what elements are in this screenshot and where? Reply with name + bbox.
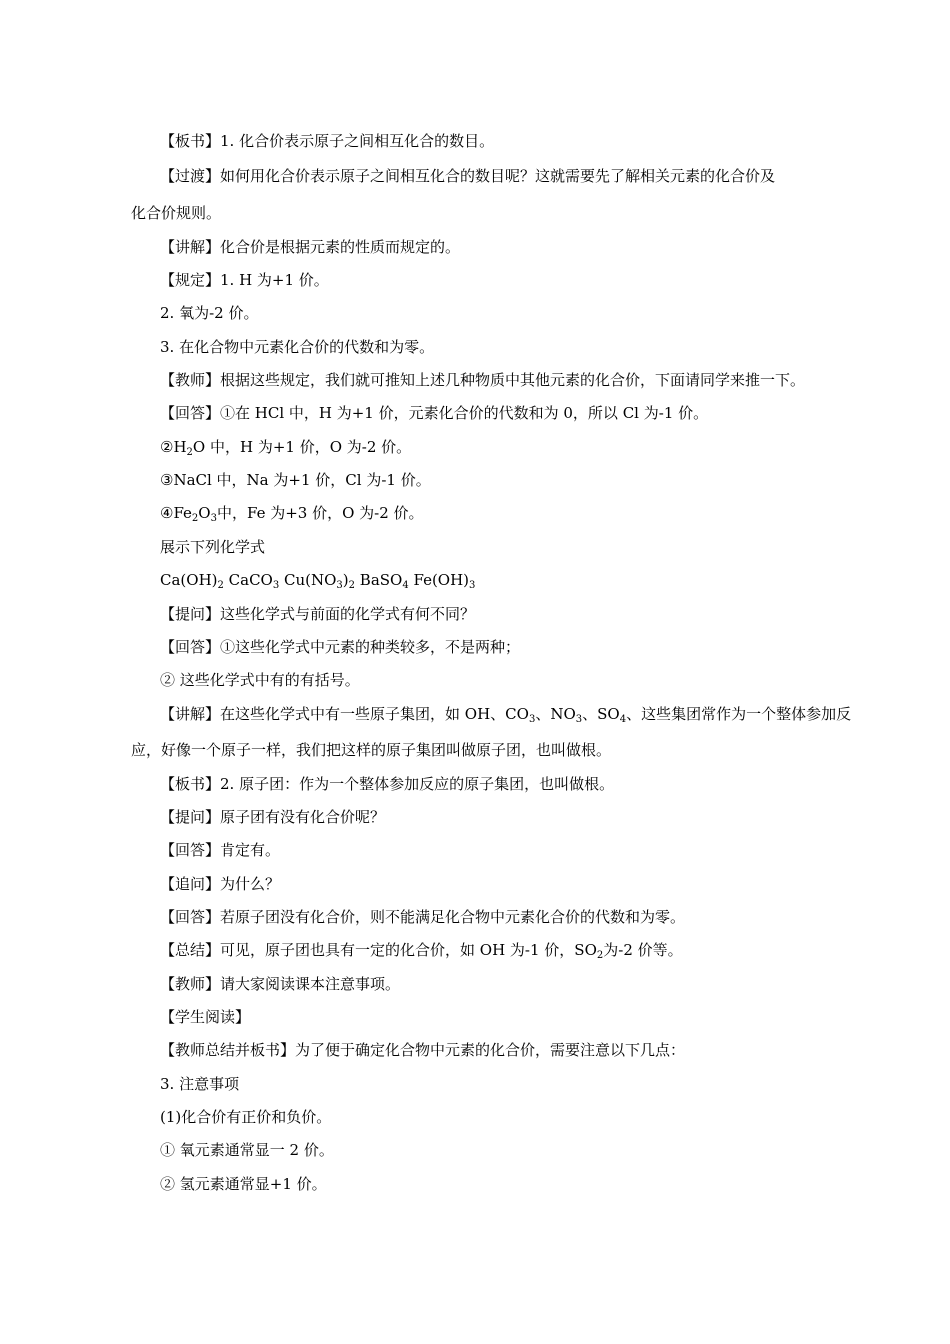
- text-line: [160, 503, 424, 523]
- text-line: 【提问】原子团有没有化合价呢？: [160, 808, 386, 826]
- subscript: 3: [210, 513, 217, 524]
- text-line: 【板书】1. 化合价表示原子之间相互化合的数目。: [160, 132, 495, 150]
- subscript: 4: [402, 580, 409, 591]
- text-line: 展示下列化学式: [160, 538, 266, 556]
- text-line: 【回答】①这些化学式中元素的种类较多，不是两种；: [160, 638, 521, 656]
- subscript: 3: [336, 580, 343, 591]
- text-line: [160, 704, 851, 724]
- text-line: 【规定】1. H 为+1 价。: [160, 271, 329, 289]
- subscript: 3: [528, 714, 536, 725]
- text-line: 【教师总结并板书】为了便于确定化合物中元素的化合价，需要注意以下几点：: [160, 1041, 686, 1059]
- subscript: 4: [619, 714, 627, 725]
- text-segment: Fe(OH): [408, 571, 470, 589]
- text-line: 3. 在化合物中元素化合价的代数和为零。: [160, 338, 435, 356]
- subscript: 2: [348, 580, 356, 591]
- text-line: 【教师】请大家阅读课本注意事项。: [160, 975, 401, 993]
- text-segment: ②H: [160, 438, 187, 456]
- text-line: [160, 940, 683, 960]
- text-line: 【学生阅读】: [160, 1008, 251, 1026]
- text-line: [160, 437, 411, 457]
- text-line: 【讲解】化合价是根据元素的性质而规定的。: [160, 238, 461, 256]
- text-segment: BaSO: [355, 571, 403, 589]
- text-segment: Ca(OH): [160, 571, 218, 589]
- formula-line: [160, 570, 475, 590]
- text-line: 【回答】肯定有。: [160, 841, 281, 859]
- text-line: ② 氢元素通常显+1 价。: [160, 1175, 327, 1193]
- subscript: 2: [217, 580, 224, 591]
- subscript: 3: [575, 714, 583, 725]
- text-line: 【教师】根据这些规定，我们就可推知上述几种物质中其他元素的化合价，下面请同学来推一下。: [160, 371, 806, 389]
- text-line: 化合价规则。: [131, 204, 222, 222]
- text-segment: O: [198, 504, 211, 522]
- text-segment: Cu(NO: [279, 571, 337, 589]
- text-line: (1)化合价有正价和负价。: [160, 1108, 332, 1126]
- text-line: 【板书】2. 原子团：作为一个整体参加反应的原子集团，也叫做根。: [160, 775, 615, 793]
- text-line: 【过渡】如何用化合价表示原子之间相互化合的数目呢？这就需要先了解相关元素的化合价及: [160, 167, 776, 185]
- text-line: 【回答】①在 HCl 中，H 为+1 价，元素化合价的代数和为 0，所以 Cl 为-1 价。: [160, 404, 709, 422]
- text-segment: 、这些集团常作为一个整体参加反: [626, 705, 852, 723]
- text-segment: 【讲解】在这些化学式中有一些原子集团，如 OH、CO: [160, 705, 529, 723]
- text-segment: 为-2 价等。: [603, 941, 683, 959]
- text-segment: ④Fe: [160, 504, 192, 522]
- text-segment: 、NO: [535, 705, 576, 723]
- text-segment: 中，Fe 为+3 价，O 为-2 价。: [216, 504, 424, 522]
- subscript: 3: [272, 580, 280, 591]
- text-line: ① 氧元素通常显一 2 价。: [160, 1141, 334, 1159]
- text-segment: 【总结】可见，原子团也具有一定的化合价，如 OH 为-1 价，SO: [160, 941, 597, 959]
- subscript: 2: [596, 950, 604, 961]
- subscript: 2: [191, 513, 199, 524]
- text-line: 3. 注意事项: [160, 1075, 240, 1093]
- text-line: 2. 氧为-2 价。: [160, 304, 259, 322]
- text-segment: CaCO: [223, 571, 273, 589]
- text-line: ② 这些化学式中有的有括号。: [160, 671, 360, 689]
- text-segment: O 中，H 为+1 价，O 为-2 价。: [192, 438, 412, 456]
- text-line: ③NaCl 中，Na 为+1 价，Cl 为-1 价。: [160, 471, 431, 489]
- subscript: 2: [186, 447, 193, 458]
- subscript: 3: [469, 580, 476, 591]
- text-line: 【追问】为什么？: [160, 875, 281, 893]
- text-segment: ): [342, 571, 349, 589]
- text-line: 【回答】若原子团没有化合价，则不能满足化合物中元素化合价的代数和为零。: [160, 908, 686, 926]
- text-line: 应，好像一个原子一样，我们把这样的原子集团叫做原子团，也叫做根。: [131, 741, 612, 759]
- text-line: 【提问】这些化学式与前面的化学式有何不同？: [160, 605, 476, 623]
- text-segment: 、SO: [582, 705, 620, 723]
